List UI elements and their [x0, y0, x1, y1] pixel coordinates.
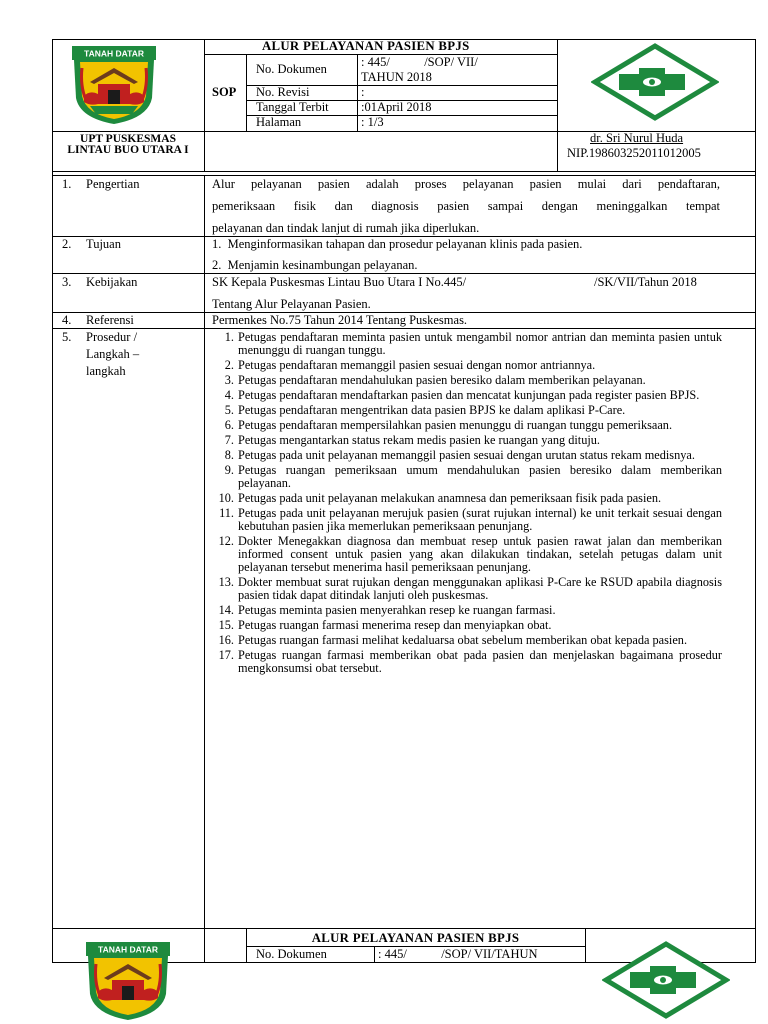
procedure-step [212, 359, 722, 372]
pengertian-num: 1. [62, 177, 72, 191]
kebijakan-label: Kebijakan [86, 275, 138, 289]
procedure-step-text: Petugas pada unit pelayanan memanggil pasien sesuai dengan urutan status rekam medisnya. [238, 448, 695, 462]
procedure-step [212, 634, 722, 647]
puskesmas-logo-footer [602, 941, 730, 1019]
procedure-step [212, 464, 722, 490]
procedure-step-text: Petugas pendaftaran meminta pasien untuk mengambil nomor antrian dan meminta pasien untuk menunggu di ruangan tunggu. [238, 330, 722, 357]
pengertian-line2: pemeriksaan fisik dan diagnosis pasien sampai dengan meninggalkan tempat [212, 199, 720, 213]
tanah-datar-logo [68, 44, 160, 126]
procedure-step [212, 374, 722, 387]
procedure-step-text: Dokter membuat surat rujukan dengan menggunakan aplikasi P-Care ke RSUD apabila diagnosis pasien tidak dapat ditindak lanjuti oleh puskesmas. [238, 575, 722, 602]
tujuan-label: Tujuan [86, 237, 121, 251]
procedure-step [212, 576, 722, 602]
tujuan-item2: 2. Menjamin kesinambungan pelayanan. [212, 258, 418, 272]
referensi-num: 4. [62, 313, 72, 327]
procedure-step-text: Petugas mengantarkan status rekam medis pasien ke ruangan yang dituju. [238, 433, 600, 447]
label-no-dokumen: No. Dokumen [256, 62, 327, 76]
procedure-step-number: 1. [224, 330, 234, 344]
value-halaman: : 1/3 [361, 115, 384, 129]
procedure-step-text: Petugas meminta pasien menyerahkan resep ke ruangan farmasi. [238, 603, 556, 617]
procedure-step-text: Petugas ruangan farmasi menerima resep dan menyiapkan obat. [238, 618, 552, 632]
procedure-step-text: Petugas pada unit pelayanan merujuk pasien (surat rujukan internal) ke unit terkait sesuai dengan kebutuhan pasien jika memerlukan pemeriksaan penunjang. [238, 506, 722, 533]
value-no-dokumen: : 445/ /SOP/ VII/ [361, 55, 478, 69]
procedure-step-number: 13. [218, 575, 234, 589]
procedure-step-text: Petugas ruangan farmasi melihat kedaluarsa obat sebelum memberikan obat kepada pasien. [238, 633, 688, 647]
logo-text-footer: TANAH DATAR [98, 944, 158, 955]
label-no-revisi: No. Revisi [256, 85, 310, 99]
kebijakan-line1b: /SK/VII/Tahun 2018 [594, 275, 697, 289]
procedure-step-number: 2. [224, 358, 234, 372]
kebijakan-line2: Tentang Alur Pelayanan Pasien. [212, 297, 371, 311]
procedure-step [212, 389, 722, 402]
sop-label: SOP [212, 85, 237, 99]
procedure-step [212, 649, 722, 675]
value-no-revisi: : [361, 85, 365, 99]
footer-title: ALUR PELAYANAN PASIEN BPJS [311, 931, 520, 945]
footer-label-no-dokumen: No. Dokumen [256, 947, 327, 961]
procedure-step-number: 14. [218, 603, 234, 617]
value-no-dokumen-2: TAHUN 2018 [361, 70, 432, 84]
referensi-text: Permenkes No.75 Tahun 2014 Tentang Puskesmas. [212, 313, 468, 327]
procedure-step-number: 3. [224, 373, 234, 387]
org-name-line1: UPT PUSKESMAS [80, 133, 176, 145]
procedure-step [212, 535, 722, 574]
procedure-step-text: Petugas pendaftaran memanggil pasien sesuai dengan nomor antriannya. [238, 358, 596, 372]
pengertian-line1: Alur pelayanan pasien adalah proses pelayanan pasien mulai dari pendaftaran, [212, 177, 720, 191]
procedure-step-number: 11. [219, 506, 234, 520]
procedure-step-text: Petugas pendaftaran mengentrikan data pasien BPJS ke dalam aplikasi P-Care. [238, 403, 626, 417]
procedure-step [212, 604, 722, 617]
procedure-step-number: 12. [218, 534, 234, 548]
procedure-step [212, 449, 722, 462]
prosedur-num: 5. [62, 330, 72, 344]
referensi-label: Referensi [86, 313, 134, 327]
footer-value-no-dokumen: : 445/ /SOP/ VII/TAHUN [378, 947, 538, 961]
label-halaman: Halaman [256, 115, 302, 129]
label-tanggal-terbit: Tanggal Terbit [256, 100, 329, 114]
tanah-datar-logo-footer [82, 940, 174, 1022]
pengertian-line3: pelayanan dan tindak lanjut di rumah jika diperlukan. [212, 221, 480, 235]
kebijakan-line1a: SK Kepala Puskesmas Lintau Buo Utara I No.445/ [212, 275, 467, 289]
procedure-step-number: 7. [224, 433, 234, 447]
procedure-step-number: 4. [224, 388, 234, 402]
procedure-step-number: 17. [218, 648, 234, 662]
procedure-step-number: 16. [218, 633, 234, 647]
procedure-step-number: 9. [224, 463, 234, 477]
signer-nip: NIP.198603252011012005 [567, 146, 701, 160]
procedure-step-text: Petugas ruangan pemeriksaan umum mendahulukan pasien beresiko dalam memberikan pelayanan. [238, 463, 722, 490]
procedure-step-text: Petugas pendaftaran mempersilahkan pasien menunggu di ruangan tunggu pemeriksaan. [238, 418, 673, 432]
procedure-list [212, 331, 722, 677]
kebijakan-num: 3. [62, 275, 72, 289]
procedure-step [212, 507, 722, 533]
header-title: ALUR PELAYANAN PASIEN BPJS [262, 39, 470, 53]
procedure-step-number: 15. [218, 618, 234, 632]
procedure-step-text: Petugas ruangan farmasi memberikan obat pada pasien dan menjelaskan bagaimana prosedur mengkonsumsi obat tersebut. [238, 648, 722, 675]
tujuan-item1: 1. Menginformasikan tahapan dan prosedur pelayanan klinis pada pasien. [212, 237, 583, 251]
procedure-step [212, 331, 722, 357]
value-tanggal-terbit: :01April 2018 [361, 100, 432, 114]
procedure-step [212, 404, 722, 417]
procedure-step [212, 619, 722, 632]
prosedur-label-1: Prosedur / [86, 330, 138, 344]
procedure-step-number: 8. [224, 448, 234, 462]
procedure-step [212, 434, 722, 447]
procedure-step-text: Petugas pada unit pelayanan melakukan anamnesa dan pemeriksaan fisik pada pasien. [238, 491, 662, 505]
org-name-line2: LINTAU BUO UTARA I [67, 144, 189, 156]
tujuan-num: 2. [62, 237, 72, 251]
procedure-step-number: 10. [218, 491, 234, 505]
logo-text: TANAH DATAR [84, 48, 144, 59]
procedure-step-number: 6. [224, 418, 234, 432]
signer-name: dr. Sri Nurul Huda [590, 131, 684, 145]
pengertian-label: Pengertian [86, 177, 140, 191]
procedure-step [212, 419, 722, 432]
procedure-step-text: Petugas pendaftaran mendaftarkan pasien dan mencatat kunjungan pada register pasien BPJS. [238, 388, 700, 402]
procedure-step [212, 492, 722, 505]
procedure-step-number: 5. [224, 403, 234, 417]
puskesmas-logo [591, 43, 719, 121]
prosedur-label-3: langkah [86, 364, 126, 378]
procedure-step-text: Petugas pendaftaran mendahulukan pasien beresiko dalam memberikan pelayanan. [238, 373, 646, 387]
procedure-step-text: Dokter Menegakkan diagnosa dan membuat resep untuk pasien rawat jalan dan memberikan informed consent untuk pasien yang akan dilakukan tindakan, setelah petugas dalam unit pelayanan tersebut menerima hasil pemeriksaan penunjang. [238, 534, 722, 574]
prosedur-label-2: Langkah – [86, 347, 140, 361]
